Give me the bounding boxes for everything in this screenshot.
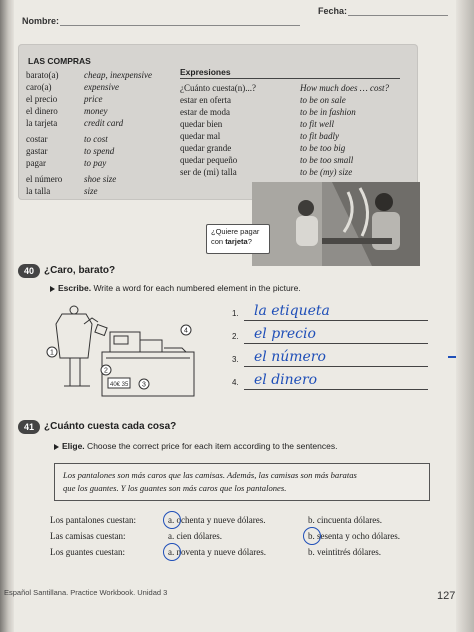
- page-number: 127: [437, 590, 456, 602]
- answer-number: 2.: [232, 332, 239, 341]
- next-page-edge: [456, 0, 474, 632]
- answer-number: 3.: [232, 355, 239, 364]
- vocab-english-column: [84, 69, 152, 197]
- expression: ¿Cuánto cuesta(n)...?: [180, 83, 256, 93]
- answer-circle: [163, 543, 181, 561]
- reading-text: [63, 469, 423, 495]
- handwritten-answer: el número: [254, 349, 326, 365]
- exercise-40-number: 40: [18, 264, 40, 278]
- binder-edge: [0, 0, 14, 632]
- answer-row: [232, 349, 428, 370]
- instruction-verb: Elige.: [62, 441, 85, 451]
- drawing-label-2: 2: [104, 367, 108, 375]
- vocab-word: la talla: [26, 186, 51, 196]
- vocab-translation: to cost: [84, 134, 108, 144]
- vocab-word: el dinero: [26, 106, 58, 116]
- footer-text: Español Santillana. Practice Workbook. Unidad 3: [4, 588, 168, 597]
- question-pantalones: Los pantalones cuestan:: [50, 515, 136, 525]
- answer-circle: [303, 527, 321, 545]
- expression-translation: to fit badly: [300, 131, 339, 141]
- drawing-label-1: 1: [50, 349, 54, 357]
- reading-text-line: Los pantalones son más caros que las camisas. Además, las camisas son más baratas: [63, 470, 357, 480]
- bullet-triangle-icon: [50, 286, 55, 292]
- expression: estar en oferta: [180, 95, 231, 105]
- vocab-translation: cheap, inexpensive: [84, 70, 152, 80]
- expression-translation: to be on sale: [300, 95, 346, 105]
- answer-line[interactable]: [244, 320, 428, 321]
- vocab-word: pagar: [26, 158, 46, 168]
- answer-row: [232, 326, 428, 347]
- instruction-text: Choose the correct price for each item according to the sentences.: [84, 441, 338, 451]
- vocab-translation: to spend: [84, 146, 115, 156]
- vocab-translation: credit card: [84, 118, 124, 128]
- answer-number: 4.: [232, 378, 239, 387]
- vocab-word: gastar: [26, 146, 48, 156]
- bubble-text-bold: tarjeta: [225, 237, 248, 246]
- nombre-line: [60, 25, 300, 26]
- vocab-title: LAS COMPRAS: [28, 56, 91, 66]
- expression: quedar pequeño: [180, 155, 238, 165]
- reading-text-box: [54, 463, 430, 501]
- answer-line[interactable]: [244, 389, 428, 390]
- shop-photo-illustration: [252, 182, 420, 266]
- exercise-41-number: 41: [18, 420, 40, 434]
- option-a[interactable]: a. cien dólares.: [168, 531, 222, 541]
- question-camisas: Las camisas cuestan:: [50, 531, 126, 541]
- pen-stroke-mark: [448, 356, 456, 358]
- answer-circle: [163, 511, 181, 529]
- expression: quedar mal: [180, 131, 221, 141]
- exercise-40-title: ¿Caro, barato?: [44, 265, 116, 276]
- option-a[interactable]: a. noventa y nueve dólares.: [168, 547, 266, 557]
- expressions-divider: [180, 78, 400, 79]
- option-a[interactable]: a. ochenta y nueve dólares.: [168, 515, 266, 525]
- handwritten-answer: el dinero: [254, 372, 318, 388]
- fecha-label: Fecha:: [318, 6, 348, 16]
- bubble-text-suffix: ?: [247, 237, 252, 246]
- vocab-word: caro(a): [26, 82, 52, 92]
- vocab-spanish-column: [26, 69, 62, 197]
- vocab-translation: shoe size: [84, 174, 117, 184]
- bubble-text: ¿Quiere pagar: [211, 227, 260, 236]
- vocab-translation: money: [84, 106, 108, 116]
- option-b[interactable]: b. cincuenta dólares.: [308, 515, 382, 525]
- bubble-text-line2: [211, 237, 265, 247]
- reading-text-line: que los guantes. Y los guantes son más caros que los pantalones.: [63, 483, 287, 493]
- expression-translation: How much does … cost?: [300, 83, 389, 93]
- drawing-label-4: 4: [184, 327, 188, 335]
- expression-translation: to be in fashion: [300, 107, 356, 117]
- question-guantes: Los guantes cuestan:: [50, 547, 125, 557]
- instruction-text: Write a word for each numbered element in the picture.: [91, 283, 301, 293]
- price-tag-text: 40€ 35: [110, 382, 129, 388]
- vocab-translation: to pay: [84, 158, 107, 168]
- handwritten-answer: la etiqueta: [254, 303, 330, 319]
- answer-line[interactable]: [244, 343, 428, 344]
- vocab-translation: expensive: [84, 82, 119, 92]
- answer-number: 1.: [232, 309, 239, 318]
- expression-translation: to be (my) size: [300, 167, 353, 177]
- vocabulary-box: [18, 44, 418, 200]
- bullet-triangle-icon: [54, 444, 59, 450]
- vocab-word: la tarjeta: [26, 118, 58, 128]
- handwritten-answer: el precio: [254, 326, 316, 342]
- expression: ser de (mi) talla: [180, 167, 237, 177]
- vocab-word: el número: [26, 174, 63, 184]
- vocab-word: costar: [26, 134, 48, 144]
- vocab-word: barato(a): [26, 70, 59, 80]
- answer-line[interactable]: [244, 366, 428, 367]
- fecha-line: [348, 15, 448, 16]
- vocab-word: el precio: [26, 94, 58, 104]
- store-drawing: [44, 304, 204, 402]
- nombre-label: Nombre:: [22, 16, 60, 26]
- shop-photo: [252, 182, 420, 266]
- expression-translation: to be too small: [300, 155, 354, 165]
- expressions-spanish-column: [180, 82, 256, 178]
- exercise-41-instruction: [54, 441, 337, 451]
- expression: quedar bien: [180, 119, 223, 129]
- answer-row: [232, 372, 428, 393]
- exercise-40-instruction: [50, 283, 301, 293]
- vocab-translation: size: [84, 186, 98, 196]
- expressions-title: Expresiones: [180, 67, 231, 77]
- option-b[interactable]: b. sesenta y ocho dólares.: [308, 531, 400, 541]
- vocab-translation: price: [84, 94, 103, 104]
- expression: quedar grande: [180, 143, 232, 153]
- bubble-text-prefix: con: [211, 237, 226, 246]
- drawing-label-3: 3: [142, 381, 146, 389]
- exercise-41-title: ¿Cuánto cuesta cada cosa?: [44, 421, 177, 432]
- instruction-verb: Escribe.: [58, 283, 92, 293]
- option-b[interactable]: b. veintitrés dólares.: [308, 547, 381, 557]
- store-counter-illustration: [44, 304, 204, 402]
- speech-bubble: [206, 224, 270, 254]
- expression-translation: to fit well: [300, 119, 335, 129]
- answer-row: [232, 303, 428, 324]
- expression-translation: to be too big: [300, 143, 346, 153]
- expression: estar de moda: [180, 107, 230, 117]
- expressions-english-column: [300, 82, 389, 178]
